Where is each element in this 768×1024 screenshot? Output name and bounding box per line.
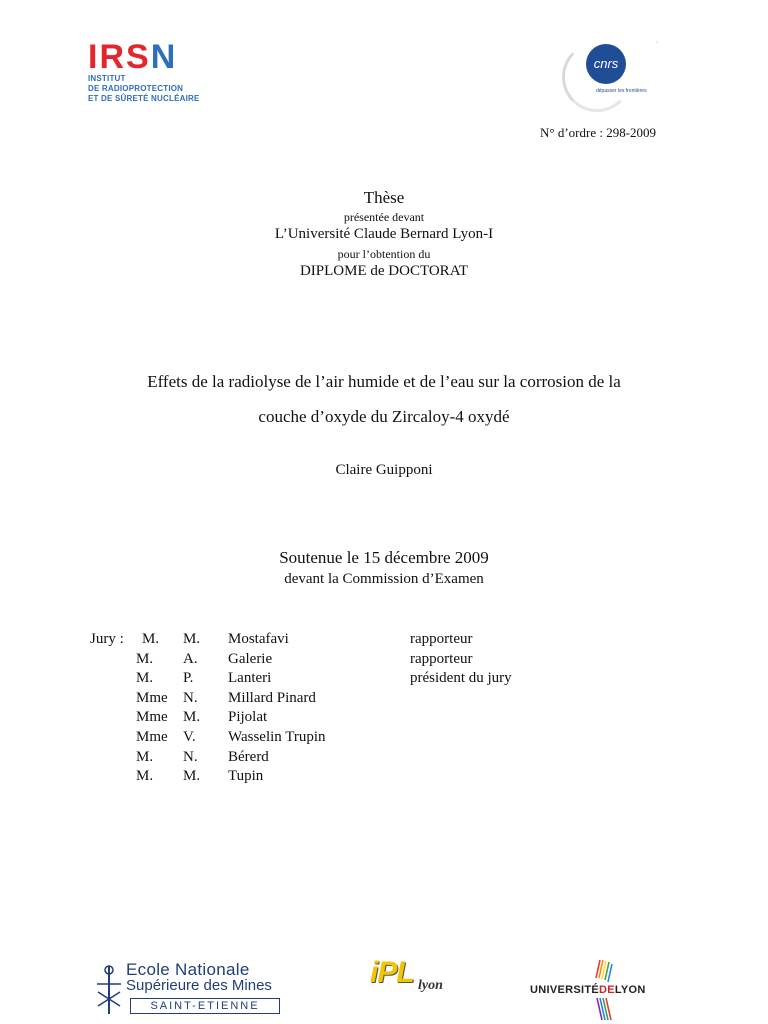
jury-member-name: Bérerd <box>228 748 269 765</box>
jury-label: Jury : <box>90 631 124 647</box>
jury-member-title: M. <box>136 768 154 785</box>
cnrs-dot: · <box>656 40 658 46</box>
irsn-logo-wordmark: IRSN <box>88 38 178 76</box>
defense-date: Soutenue le 15 décembre 2009 <box>279 548 489 567</box>
defense-commission: devant la Commission d’Examen <box>284 571 484 587</box>
cnrs-tagline: dépasser les frontières <box>596 88 647 94</box>
these-heading: Thèse <box>363 188 405 207</box>
irsn-logo-line-1: INSTITUT <box>88 74 126 83</box>
udl-part-1: UNIVERSITÉ <box>530 984 600 996</box>
jury-member-title: M. <box>136 748 154 765</box>
irsn-logo-line-2: DE RADIOPROTECTION <box>88 84 184 93</box>
jury-member-name: Wasselin Trupin <box>228 728 326 745</box>
jury-member-title: M. <box>136 670 154 687</box>
author-name: Claire Guipponi <box>335 462 433 478</box>
jury-member-title: M. <box>136 650 154 667</box>
emse-line-3: SAINT-ETIENNE <box>130 998 280 1014</box>
jury-member-name: Mostafavi <box>228 631 289 647</box>
universite-name: L’Université Claude Bernard Lyon-I <box>274 226 494 242</box>
jury-member-initial: P. <box>183 670 194 687</box>
jury-member-initial: M. <box>183 768 201 785</box>
jury-member-name: Tupin <box>228 768 264 785</box>
jury-member-title: M. <box>142 631 160 647</box>
jury-member-initial: A. <box>183 650 198 667</box>
diplome-title: DIPLOME de DOCTORAT <box>299 263 469 279</box>
presentee-devant: présentée devant <box>343 210 425 224</box>
irsn-logo-line-3: ET DE SÛRETÉ NUCLÉAIRE <box>88 94 200 103</box>
thesis-title-line-1: Effets de la radiolyse de l’air humide et de l’eau sur la corrosion de la <box>147 372 621 391</box>
jury-member-role: président du jury <box>410 670 512 687</box>
jury-member-name: Galerie <box>228 650 273 667</box>
jury-member-role: rapporteur <box>410 650 473 667</box>
irsn-logo <box>88 40 218 110</box>
emse-line-1: Ecole Nationale <box>126 960 250 979</box>
jury-member-title: Mme <box>136 709 168 726</box>
jury-member-title: Mme <box>136 728 168 745</box>
jury-member-initial: M. <box>183 631 201 647</box>
obtention-text: pour l’obtention du <box>337 247 431 261</box>
jury-member-title: Mme <box>136 689 168 706</box>
udl-part-3: LYON <box>614 984 646 996</box>
thesis-title-line-2: couche d’oxyde du Zircaloy-4 oxydé <box>258 407 510 426</box>
jury-member-initial: V. <box>183 728 196 745</box>
cnrs-logo-disc: cnrs <box>586 44 626 84</box>
udl-wordmark <box>530 984 646 996</box>
jury-member-role: rapporteur <box>410 631 473 647</box>
jury-member-name: Lanteri <box>228 670 272 687</box>
jury-member-name: Pijolat <box>228 709 268 726</box>
udl-part-2: DE <box>599 984 615 996</box>
order-number: N° d’ordre : 298-2009 <box>540 125 657 140</box>
jury-member-initial: N. <box>183 748 198 765</box>
jury-member-initial: N. <box>183 689 198 706</box>
universite-de-lyon-logo <box>530 958 680 1024</box>
ipl-logo-sub: lyon <box>418 978 443 993</box>
jury-member-initial: M. <box>183 709 201 726</box>
ipl-logo <box>370 956 462 1000</box>
emse-logo <box>94 958 294 1020</box>
emse-line-2: Supérieure des Mines <box>126 977 272 994</box>
emse-emblem-icon <box>94 962 124 1016</box>
cnrs-logo <box>560 40 670 110</box>
ipl-logo-main: iPL <box>370 956 414 989</box>
jury-member-name: Millard Pinard <box>228 689 316 706</box>
